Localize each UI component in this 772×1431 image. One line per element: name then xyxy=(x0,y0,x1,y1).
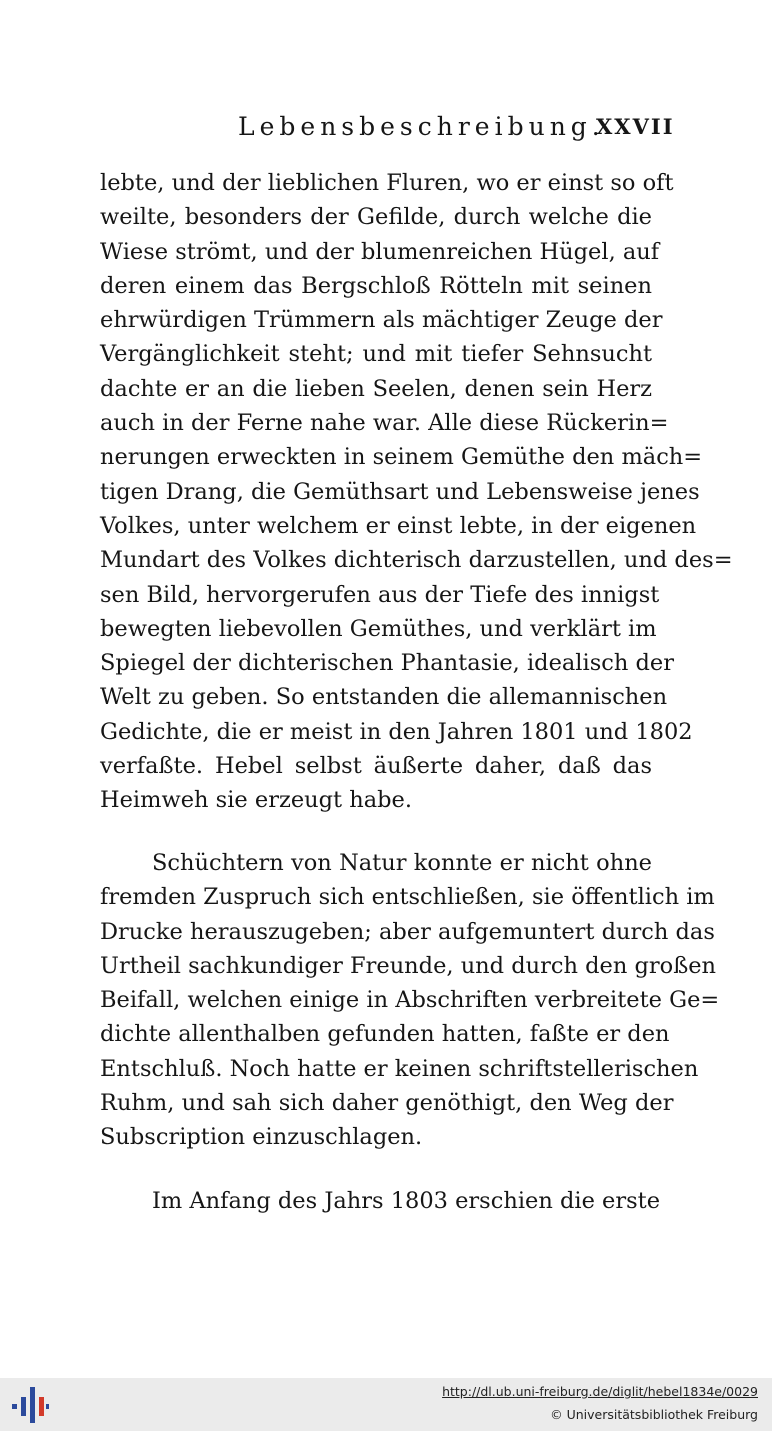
text-line: weilte, besonders der Gefilde, durch welche die xyxy=(100,204,652,231)
copyright-text: © Universitätsbibliothek Freiburg xyxy=(550,1407,758,1422)
text-line: sen Bild, hervorgerufen aus der Tiefe des innigst xyxy=(100,581,660,608)
permalink-url[interactable]: http://dl.ub.uni-freiburg.de/diglit/hebel1834e/0029 xyxy=(442,1384,758,1399)
text-line: Gedichte, die er meist in den Jahren 1801 und 1802 xyxy=(100,718,693,745)
text-line: Subscription einzuschlagen. xyxy=(100,1124,423,1151)
text-line: Schüchtern von Natur konnte er nicht ohne xyxy=(152,850,652,876)
text-line: auch in der Ferne nahe war. Alle diese Rückerin= xyxy=(100,410,669,437)
viewer-footer xyxy=(0,1378,772,1431)
text-line: tigen Drang, die Gemüthsart und Lebensweise jenes xyxy=(100,478,700,505)
text-line: bewegten liebevollen Gemüthes, und verklärt im xyxy=(100,615,657,642)
text-line: Beifall, welchen einige in Abschriften verbreitete Ge= xyxy=(100,987,720,1014)
text-line: Volkes, unter welchem er einst lebte, in der eigenen xyxy=(100,512,697,539)
text-line: Ruhm, und sah sich daher genöthigt, den Weg der xyxy=(100,1090,674,1117)
text-line: verfaßte. Hebel selbst äußerte daher, daß das xyxy=(100,753,652,780)
paragraph-1 xyxy=(100,166,733,818)
paragraph-3 xyxy=(100,1184,661,1218)
text-line: Drucke herauszugeben; aber aufgemuntert durch das xyxy=(100,918,715,945)
text-line: nerungen erweckten in seinem Gemüthe den mäch= xyxy=(100,444,703,471)
text-line: Welt zu geben. So entstanden die allemannischen xyxy=(100,684,668,711)
text-line: Im Anfang des Jahrs 1803 erschien die erste xyxy=(152,1188,661,1214)
text-line: Mundart des Volkes dichterisch darzustellen, und des= xyxy=(100,547,733,574)
text-line: deren einem das Bergschloß Rötteln mit seinen xyxy=(100,272,652,299)
text-line: Heimweh sie erzeugt habe. xyxy=(100,787,413,814)
text-line: Urtheil sachkundiger Freunde, und durch den großen xyxy=(100,952,717,979)
paragraph-2 xyxy=(100,846,720,1155)
text-line: dachte er an die lieben Seelen, denen sein Herz xyxy=(100,375,652,402)
text-line: lebte, und der lieblichen Fluren, wo er einst so oft xyxy=(100,170,674,196)
text-line: dichte allenthalben gefunden hatten, faßte er den xyxy=(100,1021,670,1048)
ub-freiburg-logo-icon xyxy=(10,1385,50,1425)
page-number: XXVII xyxy=(596,114,675,139)
text-line: Entschluß. Noch hatte er keinen schriftstellerischen xyxy=(100,1055,699,1082)
running-title: Lebensbeschreibung. xyxy=(238,112,605,141)
text-line: fremden Zuspruch sich entschließen, sie öffentlich im xyxy=(100,884,715,911)
text-line: ehrwürdigen Trümmern als mächtiger Zeuge der xyxy=(100,307,663,334)
text-line: Wiese strömt, und der blumenreichen Hügel, auf xyxy=(100,238,660,265)
text-line: Spiegel der dichterischen Phantasie, idealisch der xyxy=(100,650,674,677)
text-line: Vergänglichkeit steht; und mit tiefer Sehnsucht xyxy=(100,341,652,368)
